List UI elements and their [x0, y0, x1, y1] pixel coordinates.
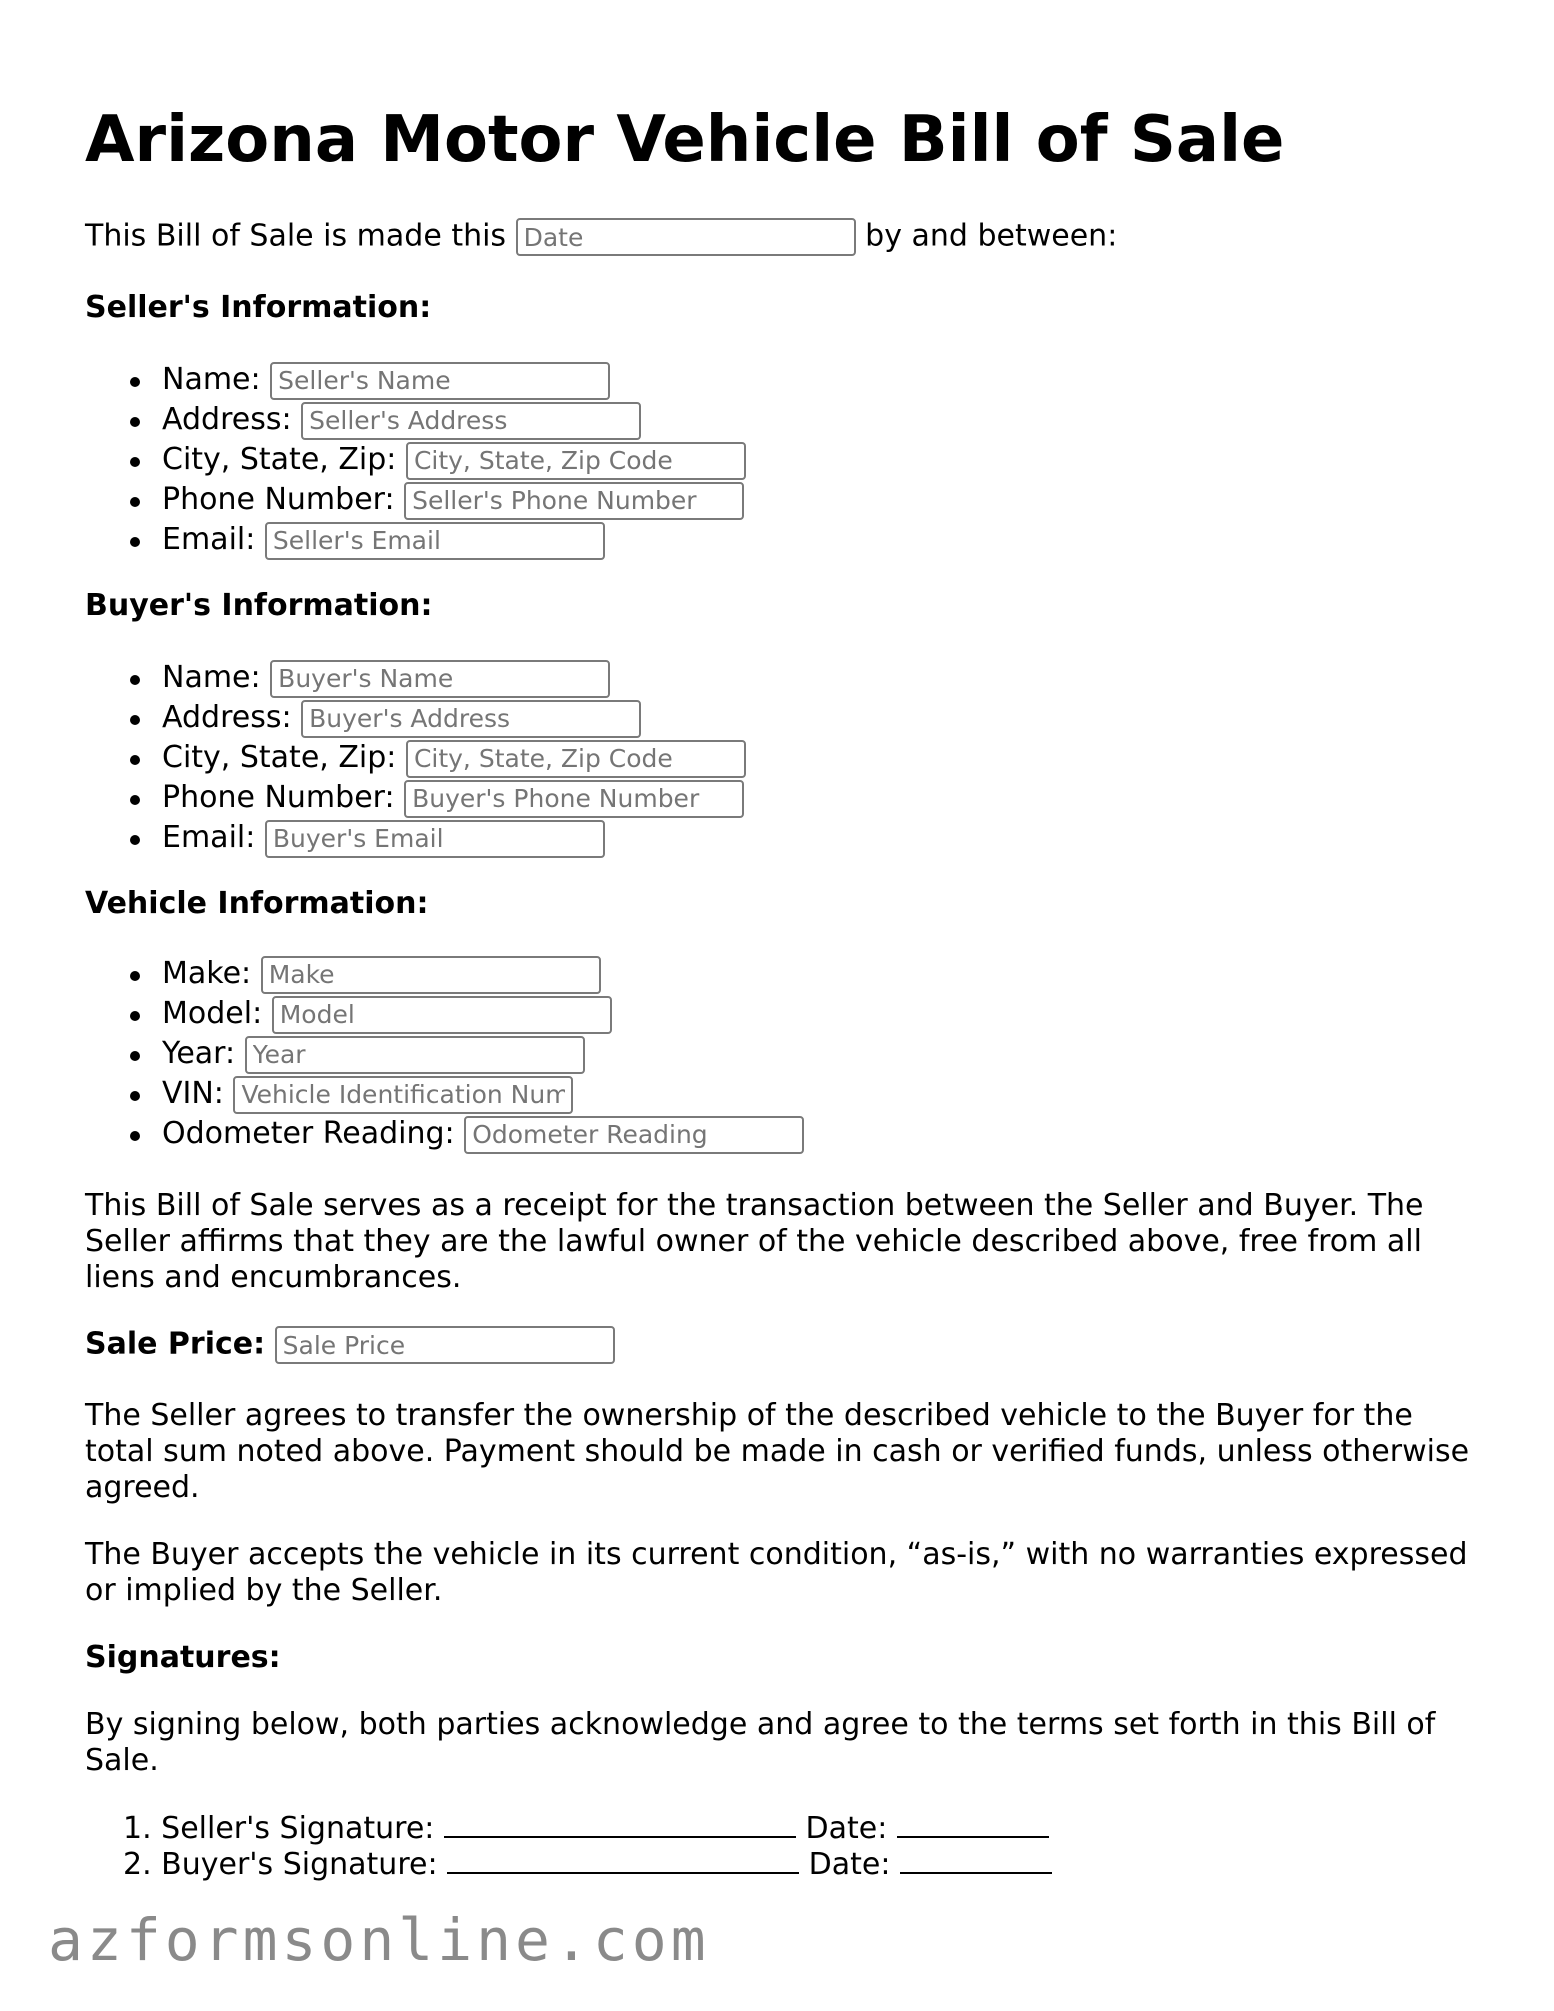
- buyer-address-label: Address:: [162, 700, 292, 735]
- seller-signature-blank[interactable]: [444, 1810, 796, 1838]
- seller-email-input[interactable]: [265, 522, 605, 560]
- vehicle-make-item: [85, 954, 804, 994]
- buyer-name-label: Name:: [162, 660, 261, 695]
- seller-signature-label: Seller's Signature:: [161, 1811, 435, 1846]
- watermark: azformsonline.com: [48, 1906, 710, 1974]
- seller-city-state-zip-input[interactable]: [406, 442, 746, 480]
- vehicle-model-label: Model:: [162, 996, 263, 1031]
- buyer-signature-label: Buyer's Signature:: [161, 1847, 438, 1882]
- sale-price-line: [85, 1326, 615, 1364]
- seller-address-label: Address:: [162, 402, 292, 437]
- buyer-date-blank[interactable]: [900, 1846, 1052, 1874]
- vehicle-model-item: [85, 994, 804, 1034]
- signature-lines: [85, 1810, 1052, 1882]
- buyer-date-label: Date:: [808, 1847, 891, 1882]
- seller-date-label: Date:: [805, 1811, 888, 1846]
- vehicle-odometer-input[interactable]: [464, 1116, 804, 1154]
- intro-text-before: This Bill of Sale is made this: [85, 218, 507, 254]
- buyer-email-label: Email:: [162, 820, 256, 855]
- vehicle-vin-label: VIN:: [162, 1076, 224, 1111]
- buyer-city-state-zip-input[interactable]: [406, 740, 746, 778]
- seller-name-label: Name:: [162, 362, 261, 397]
- seller-name-input[interactable]: [270, 362, 610, 400]
- sale-price-input[interactable]: [275, 1326, 615, 1364]
- buyer-signature-blank[interactable]: [447, 1846, 799, 1874]
- transfer-paragraph: The Seller agrees to transfer the ownership of the described vehicle to the Buyer for the total sum noted above. Payment should be made in cash or verified funds, unless otherwise agreed.: [85, 1398, 1470, 1505]
- seller-name-item: [85, 360, 746, 400]
- vehicle-vin-input[interactable]: [233, 1076, 573, 1114]
- buyer-heading: Buyer's Information:: [85, 588, 433, 623]
- seller-email-label: Email:: [162, 522, 256, 557]
- signatures-paragraph: By signing below, both parties acknowledge and agree to the terms set forth in this Bill of Sale.: [85, 1707, 1436, 1778]
- vehicle-year-item: [85, 1034, 804, 1074]
- seller-city-state-zip-label: City, State, Zip:: [162, 442, 397, 477]
- receipt-paragraph: This Bill of Sale serves as a receipt for the transaction between the Seller and Buyer. The Seller affirms that they are the lawful owner of the vehicle described above, free from all liens and encumbrances.: [85, 1188, 1424, 1295]
- buyer-email-item: [85, 818, 746, 858]
- buyer-phone-input[interactable]: [404, 780, 744, 818]
- seller-signature-number: 1.: [123, 1811, 152, 1846]
- vehicle-year-label: Year:: [162, 1036, 236, 1071]
- seller-phone-item: [85, 480, 746, 520]
- buyer-signature-line: [85, 1846, 1052, 1882]
- intro-text-after: by and between:: [865, 218, 1118, 254]
- seller-signature-line: [85, 1810, 1052, 1846]
- as-is-paragraph: The Buyer accepts the vehicle in its current condition, “as-is,” with no warranties expressed or implied by the Seller.: [85, 1537, 1468, 1608]
- buyer-city-state-zip-label: City, State, Zip:: [162, 740, 397, 775]
- buyer-city-state-zip-item: [85, 738, 746, 778]
- seller-city-state-zip-item: [85, 440, 746, 480]
- seller-email-item: [85, 520, 746, 560]
- vehicle-fields-list: [85, 954, 804, 1154]
- vehicle-year-input[interactable]: [245, 1036, 585, 1074]
- vehicle-odometer-item: [85, 1114, 804, 1154]
- vehicle-model-input[interactable]: [272, 996, 612, 1034]
- buyer-name-item: [85, 658, 746, 698]
- seller-address-input[interactable]: [301, 402, 641, 440]
- buyer-phone-item: [85, 778, 746, 818]
- buyer-address-item: [85, 698, 746, 738]
- seller-phone-label: Phone Number:: [162, 482, 395, 517]
- buyer-fields-list: [85, 658, 746, 858]
- buyer-signature-number: 2.: [123, 1847, 152, 1882]
- vehicle-heading: Vehicle Information:: [85, 886, 429, 921]
- signatures-heading: Signatures:: [85, 1640, 281, 1675]
- seller-date-blank[interactable]: [897, 1810, 1049, 1838]
- vehicle-make-input[interactable]: [261, 956, 601, 994]
- seller-address-item: [85, 400, 746, 440]
- buyer-name-input[interactable]: [270, 660, 610, 698]
- sale-date-input[interactable]: [516, 218, 856, 256]
- seller-phone-input[interactable]: [404, 482, 744, 520]
- intro-line: [85, 218, 1117, 256]
- page-title: Arizona Motor Vehicle Bill of Sale: [85, 103, 1285, 177]
- buyer-phone-label: Phone Number:: [162, 780, 395, 815]
- vehicle-make-label: Make:: [162, 956, 252, 991]
- seller-heading: Seller's Information:: [85, 290, 432, 325]
- seller-fields-list: [85, 360, 746, 560]
- vehicle-vin-item: [85, 1074, 804, 1114]
- buyer-address-input[interactable]: [301, 700, 641, 738]
- sale-price-label: Sale Price:: [85, 1326, 266, 1362]
- vehicle-odometer-label: Odometer Reading:: [162, 1116, 455, 1151]
- buyer-email-input[interactable]: [265, 820, 605, 858]
